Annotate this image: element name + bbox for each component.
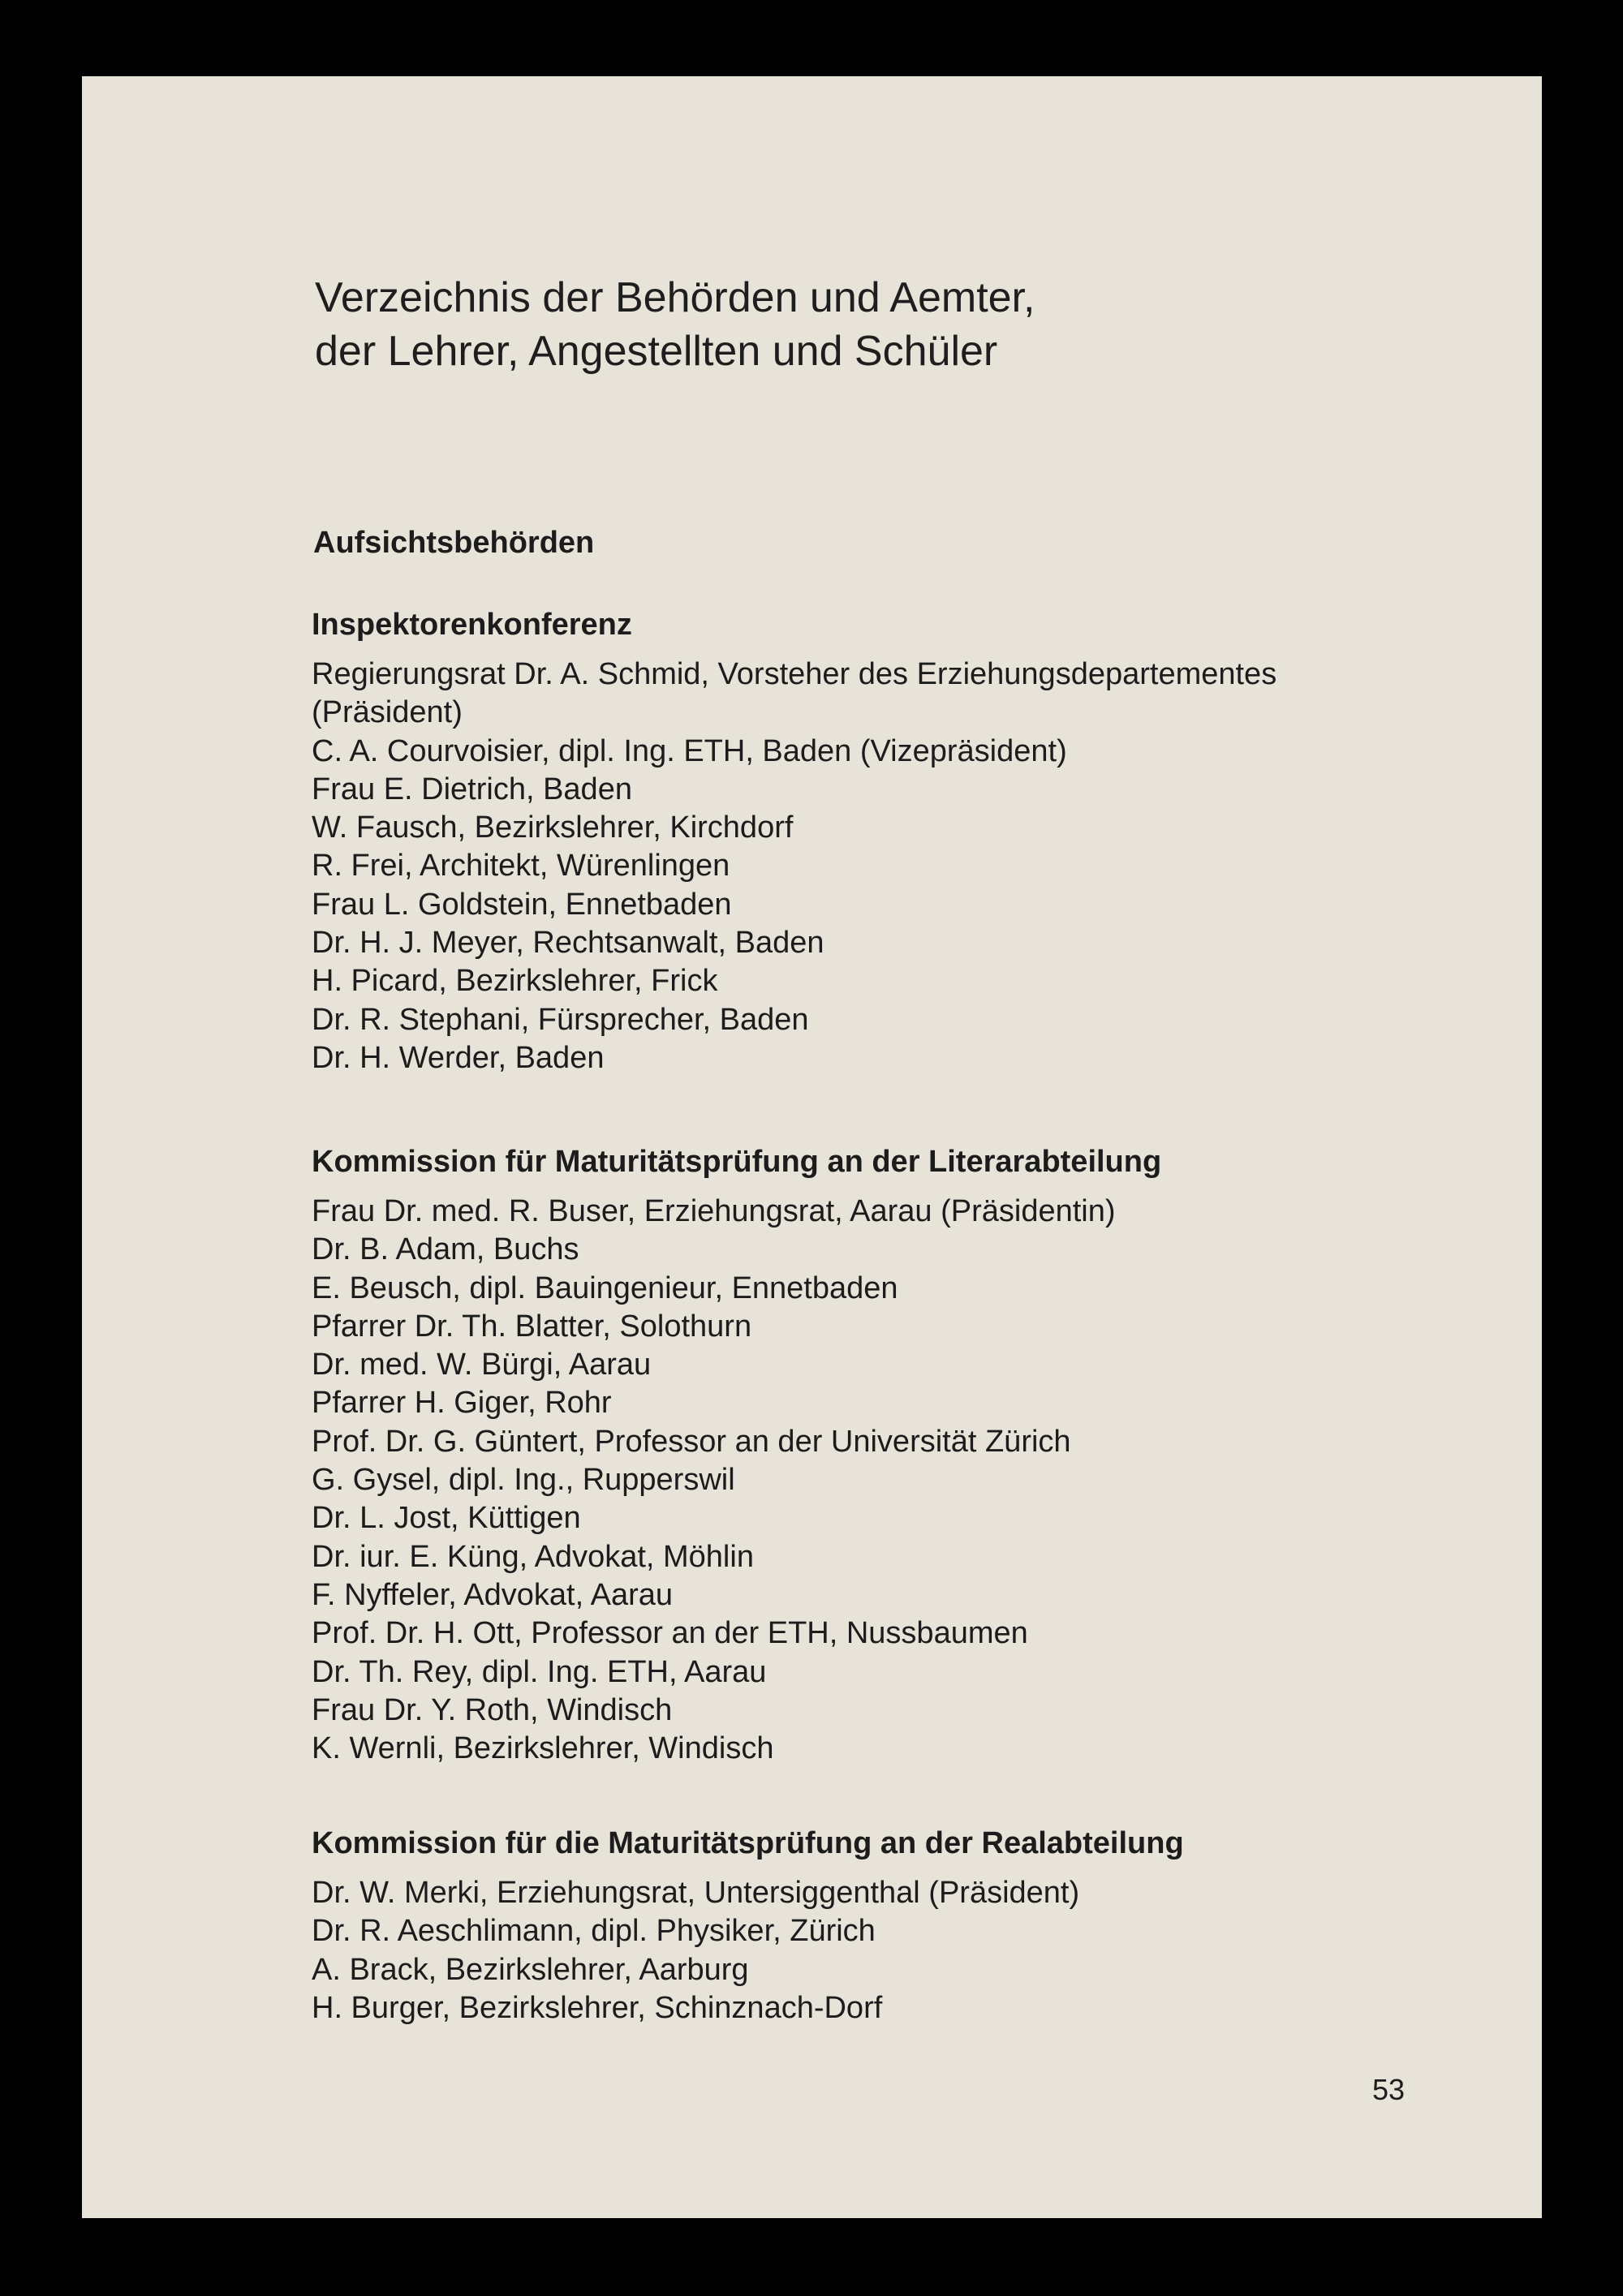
- list-item: Dr. R. Aeschlimann, dipl. Physiker, Zürich: [312, 1914, 876, 1949]
- list-item: W. Fausch, Bezirkslehrer, Kirchdorf: [312, 810, 794, 845]
- list-item: Dr. H. J. Meyer, Rechtsanwalt, Baden: [312, 926, 824, 961]
- list-item: Dr. R. Stephani, Fürsprecher, Baden: [312, 1002, 809, 1037]
- section-heading: Kommission für Maturitätsprüfung an der Literarabteilung: [312, 1145, 1162, 1179]
- list-item: (Präsident): [312, 695, 463, 730]
- list-item: H. Picard, Bezirkslehrer, Frick: [312, 964, 718, 999]
- section-heading: Kommission für die Maturitätsprüfung an der Realabteilung: [312, 1826, 1184, 1860]
- main-heading: Aufsichtsbehörden: [313, 526, 595, 560]
- list-item: Dr. iur. E. Küng, Advokat, Möhlin: [312, 1539, 754, 1574]
- list-item: Dr. B. Adam, Buchs: [312, 1232, 579, 1267]
- list-item: E. Beusch, dipl. Bauingenieur, Ennetbaden: [312, 1271, 898, 1305]
- page-number: 53: [1372, 2073, 1406, 2106]
- list-item: Dr. H. Werder, Baden: [312, 1040, 605, 1075]
- section-inspektorenkonferenz: [312, 605, 1276, 1077]
- list-item: Dr. Th. Rey, dipl. Ing. ETH, Aarau: [312, 1654, 767, 1689]
- section-realabteilung: [312, 1824, 1184, 2027]
- list-item: R. Frei, Architekt, Würenlingen: [312, 849, 730, 884]
- list-item: Pfarrer H. Giger, Rohr: [312, 1386, 612, 1421]
- section-literarabteilung: [312, 1142, 1161, 1768]
- list-item: Dr. med. W. Bürgi, Aarau: [312, 1348, 652, 1382]
- list-item: A. Brack, Bezirkslehrer, Aarburg: [312, 1952, 749, 1987]
- section-heading: Inspektorenkonferenz: [312, 608, 632, 642]
- list-item: C. A. Courvoisier, dipl. Ing. ETH, Baden (Vizepräsident): [312, 733, 1067, 768]
- list-item: Frau Dr. Y. Roth, Windisch: [312, 1692, 673, 1727]
- document-page: [82, 76, 1542, 2218]
- list-item: F. Nyffeler, Advokat, Aarau: [312, 1577, 673, 1612]
- list-item: Pfarrer Dr. Th. Blatter, Solothurn: [312, 1309, 752, 1344]
- list-item: Prof. Dr. G. Güntert, Professor an der Universität Zürich: [312, 1424, 1071, 1459]
- title-line: der Lehrer, Angestellten und Schüler: [315, 328, 998, 375]
- document-title: [315, 271, 1035, 378]
- title-line: Verzeichnis der Behörden und Aemter,: [315, 274, 1035, 321]
- list-item: H. Burger, Bezirkslehrer, Schinznach-Dorf: [312, 1990, 883, 2025]
- list-item: Dr. W. Merki, Erziehungsrat, Untersiggenthal (Präsident): [312, 1876, 1080, 1910]
- list-item: Dr. L. Jost, Küttigen: [312, 1501, 581, 1536]
- list-item: Prof. Dr. H. Ott, Professor an der ETH, Nussbaumen: [312, 1616, 1028, 1651]
- entry-list: [312, 1193, 1161, 1768]
- list-item: Frau Dr. med. R. Buser, Erziehungsrat, Aarau (Präsidentin): [312, 1194, 1116, 1228]
- list-item: Frau E. Dietrich, Baden: [312, 772, 632, 806]
- entry-list: [312, 1874, 1184, 2027]
- list-item: Frau L. Goldstein, Ennetbaden: [312, 887, 732, 922]
- list-item: Regierungsrat Dr. A. Schmid, Vorsteher des Erziehungsdepartementes: [312, 657, 1277, 691]
- list-item: K. Wernli, Bezirkslehrer, Windisch: [312, 1731, 774, 1766]
- entry-list: [312, 656, 1276, 1077]
- list-item: G. Gysel, dipl. Ing., Rupperswil: [312, 1463, 735, 1498]
